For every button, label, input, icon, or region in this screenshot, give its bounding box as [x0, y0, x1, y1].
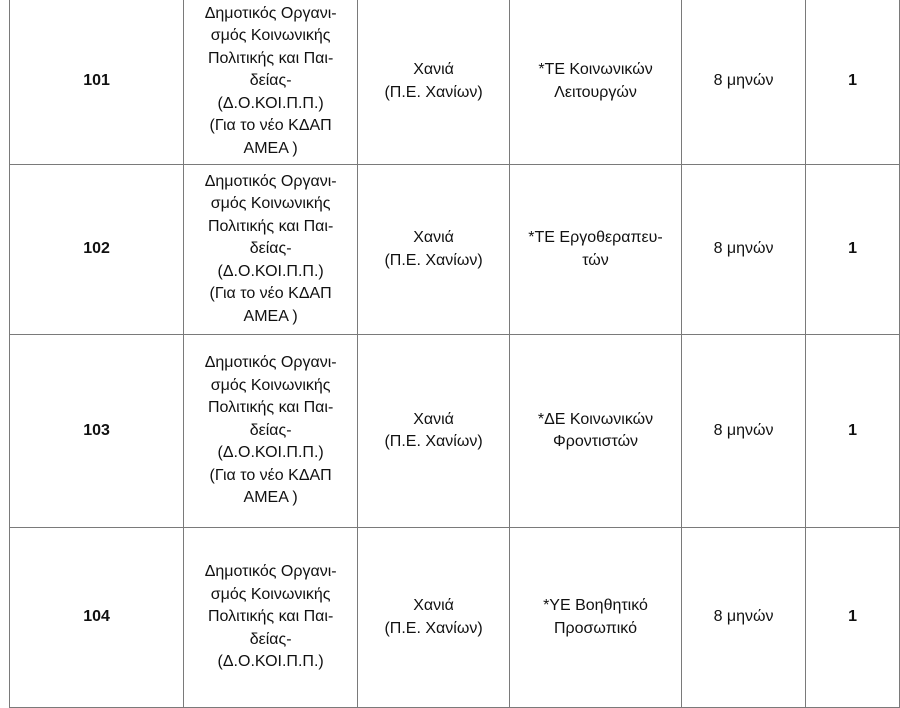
- count-cell: 1: [806, 528, 900, 708]
- organization-cell: [184, 165, 358, 335]
- duration-cell: 8 μηνών: [682, 165, 806, 335]
- specialty-line: Προσωπικό: [554, 619, 637, 637]
- specialty-line: *ΤΕ Εργοθεραπευ-: [528, 229, 663, 246]
- organization-line: σμός Κοινωνικής: [210, 585, 331, 603]
- duration-cell: 8 μηνών: [682, 335, 806, 528]
- organization-line: (Δ.Ο.ΚΟΙ.Π.Π.): [217, 94, 324, 112]
- location-line: (Π.Ε. Χανίων): [384, 251, 483, 269]
- location-line: Χανιά: [413, 229, 454, 246]
- specialty-line: *ΤΕ Κοινωνικών: [538, 61, 653, 78]
- location-line: Χανιά: [413, 597, 454, 614]
- organization-line: σμός Κοινωνικής: [210, 376, 331, 394]
- organization-line: Δημοτικός Οργανι-: [204, 172, 337, 190]
- location-cell: [358, 335, 510, 528]
- organization-line: Δημοτικός Οργανι-: [204, 563, 337, 581]
- specialty-line: τών: [582, 251, 609, 269]
- organization-line: Πολιτικής και Παι-: [207, 49, 334, 67]
- location-line: (Π.Ε. Χανίων): [384, 83, 483, 101]
- organization-line: (Για το νέο ΚΔΑΠ: [209, 117, 332, 135]
- table-row: [10, 335, 900, 528]
- duration-cell: 8 μηνών: [682, 528, 806, 708]
- count-cell: 1: [806, 335, 900, 528]
- location-line: Χανιά: [413, 410, 454, 428]
- row-number: 104: [10, 528, 184, 708]
- organization-cell: [184, 528, 358, 708]
- organization-line: δείας-: [249, 240, 292, 258]
- specialty-line: Φροντιστών: [552, 433, 639, 450]
- organization-line: δείας-: [249, 421, 292, 439]
- location-cell: [358, 165, 510, 335]
- organization-line: σμός Κοινωνικής: [210, 27, 331, 45]
- organization-line: Δημοτικός Οργανι-: [204, 4, 337, 22]
- organization-line: (Δ.Ο.ΚΟΙ.Π.Π.): [217, 653, 324, 671]
- specialty-cell: [509, 0, 681, 165]
- specialty-line: *ΥΕ Βοηθητικό: [543, 597, 648, 614]
- row-number: 101: [10, 0, 184, 165]
- organization-line: δείας-: [249, 72, 292, 90]
- organization-line: ΑΜΕΑ ): [243, 307, 298, 325]
- row-number: 103: [10, 335, 184, 528]
- organization-line: Πολιτικής και Παι-: [207, 399, 334, 417]
- organization-line: Πολιτικής και Παι-: [207, 217, 334, 235]
- organization-line: (Για το νέο ΚΔΑΠ: [209, 466, 332, 484]
- specialty-cell: [509, 528, 681, 708]
- location-line: Χανιά: [413, 61, 454, 78]
- organization-line: (Δ.Ο.ΚΟΙ.Π.Π.): [217, 262, 324, 280]
- table-row: [10, 528, 900, 708]
- duration-cell: 8 μηνών: [682, 0, 806, 165]
- specialty-cell: [509, 335, 681, 528]
- organization-cell: [184, 335, 358, 528]
- row-number: 102: [10, 165, 184, 335]
- location-cell: [358, 528, 510, 708]
- count-cell: 1: [806, 165, 900, 335]
- specialty-line: *ΔΕ Κοινωνικών: [537, 410, 654, 428]
- organization-line: (Δ.Ο.ΚΟΙ.Π.Π.): [217, 444, 324, 462]
- organization-line: σμός Κοινωνικής: [210, 195, 331, 213]
- location-cell: [358, 0, 510, 165]
- organization-line: Δημοτικός Οργανι-: [204, 354, 337, 372]
- organization-line: (Για το νέο ΚΔΑΠ: [209, 285, 332, 303]
- organization-line: ΑΜΕΑ ): [243, 489, 298, 507]
- organization-line: Πολιτικής και Παι-: [207, 608, 334, 626]
- organization-line: δείας-: [249, 630, 292, 648]
- location-line: (Π.Ε. Χανίων): [384, 433, 483, 450]
- location-line: (Π.Ε. Χανίων): [384, 619, 483, 637]
- count-cell: 1: [806, 0, 900, 165]
- table-row: [10, 165, 900, 335]
- specialty-line: Λειτουργών: [554, 83, 637, 101]
- organization-line: ΑΜΕΑ ): [243, 139, 298, 157]
- organization-cell: [184, 0, 358, 165]
- positions-table: [9, 0, 900, 708]
- specialty-cell: [509, 165, 681, 335]
- table-row: [10, 0, 900, 165]
